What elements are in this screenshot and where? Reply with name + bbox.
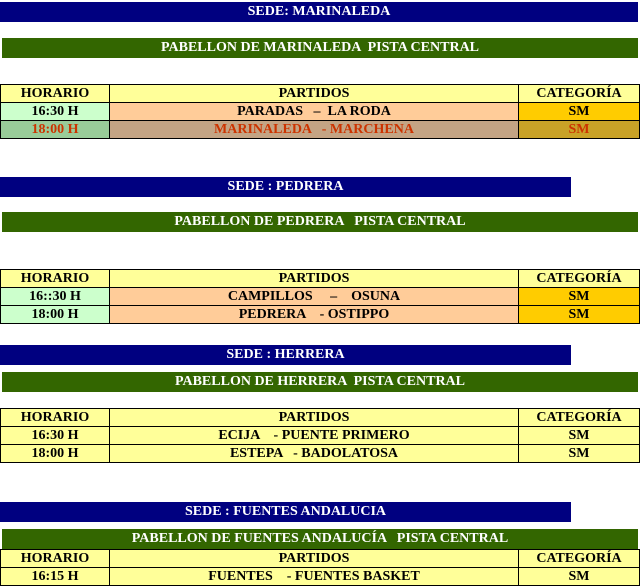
table-row: [1, 427, 640, 445]
table-row: [1, 103, 640, 121]
pabellon-title-herrera: PABELLON DE HERRERA PISTA CENTRAL: [2, 370, 638, 392]
schedule-table-herrera: [0, 408, 640, 463]
table-row: [1, 288, 640, 306]
header-horario: HORARIO: [1, 550, 110, 568]
header-horario: HORARIO: [1, 270, 110, 288]
header-partidos: PARTIDOS: [110, 85, 519, 103]
table-row: [1, 445, 640, 463]
match-teams: CAMPILLOS – OSUNA: [110, 288, 519, 306]
match-time: 18:00 H: [1, 445, 110, 463]
match-time: 16::30 H: [1, 288, 110, 306]
match-category: SM: [519, 103, 640, 121]
match-category: SM: [519, 121, 640, 139]
table-row: [1, 306, 640, 324]
header-categoria: CATEGORÍA: [519, 550, 640, 568]
match-time: 16:30 H: [1, 427, 110, 445]
pabellon-title-pedrera: PABELLON DE PEDRERA PISTA CENTRAL: [2, 210, 638, 232]
header-partidos: PARTIDOS: [110, 550, 519, 568]
schedule-table-marinaleda: [0, 84, 640, 139]
pabellon-title-marinaleda: PABELLON DE MARINALEDA PISTA CENTRAL: [2, 36, 638, 58]
table-header-row: [1, 85, 640, 103]
schedule-table-pedrera: [0, 269, 640, 324]
header-partidos: PARTIDOS: [110, 270, 519, 288]
match-category: SM: [519, 288, 640, 306]
match-teams: MARINALEDA - MARCHENA: [110, 121, 519, 139]
match-time: 16:30 H: [1, 103, 110, 121]
header-categoria: CATEGORÍA: [519, 270, 640, 288]
match-teams: FUENTES - FUENTES BASKET: [110, 568, 519, 586]
header-horario: HORARIO: [1, 85, 110, 103]
header-categoria: CATEGORÍA: [519, 85, 640, 103]
match-teams: ECIJA - PUENTE PRIMERO: [110, 427, 519, 445]
sede-title-fuentes-andalucia: SEDE : FUENTES ANDALUCIA: [0, 502, 571, 522]
table-row: [1, 121, 640, 139]
match-category: SM: [519, 306, 640, 324]
schedule-table-fuentes-andalucia: [0, 549, 640, 586]
match-teams: ESTEPA - BADOLATOSA: [110, 445, 519, 463]
table-header-row: [1, 550, 640, 568]
header-horario: HORARIO: [1, 409, 110, 427]
table-row: [1, 568, 640, 586]
sede-title-herrera: SEDE : HERRERA: [0, 345, 571, 365]
match-category: SM: [519, 568, 640, 586]
table-header-row: [1, 409, 640, 427]
match-category: SM: [519, 445, 640, 463]
match-time: 18:00 H: [1, 306, 110, 324]
table-header-row: [1, 270, 640, 288]
pabellon-title-fuentes-andalucia: PABELLON DE FUENTES ANDALUCÍA PISTA CENTRAL: [2, 527, 638, 549]
header-partidos: PARTIDOS: [110, 409, 519, 427]
match-time: 16:15 H: [1, 568, 110, 586]
sede-title-marinaleda: SEDE: MARINALEDA: [0, 2, 638, 22]
header-categoria: CATEGORÍA: [519, 409, 640, 427]
match-teams: PEDRERA - OSTIPPO: [110, 306, 519, 324]
match-category: SM: [519, 427, 640, 445]
match-time: 18:00 H: [1, 121, 110, 139]
sede-title-pedrera: SEDE : PEDRERA: [0, 177, 571, 197]
match-teams: PARADAS – LA RODA: [110, 103, 519, 121]
